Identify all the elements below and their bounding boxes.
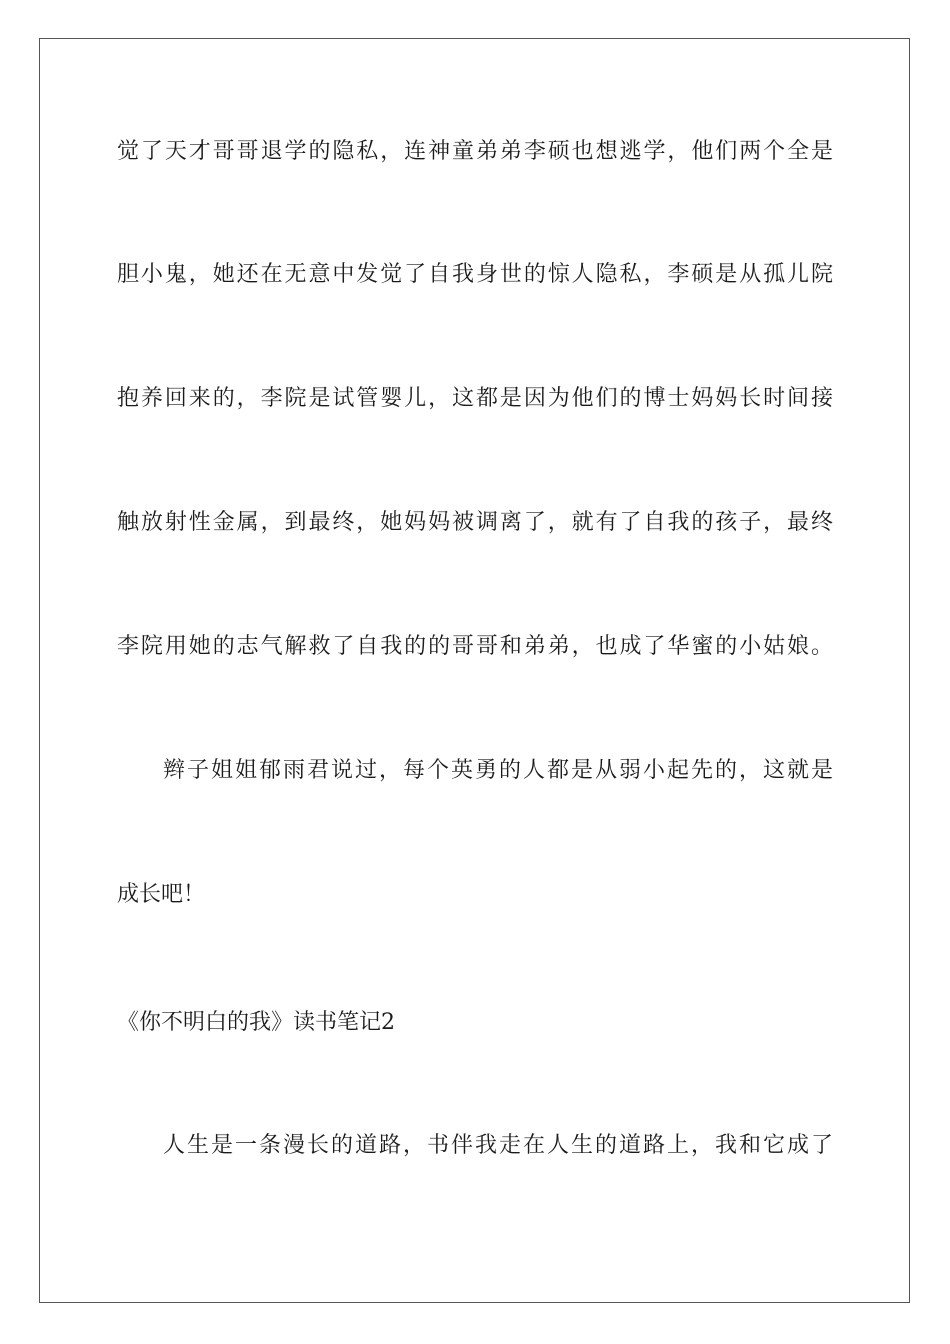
paragraph-line: 成长吧！	[117, 882, 206, 907]
paragraph-line: 胆小鬼，她还在无意中发觉了自我身世的惊人隐私，李硕是从孤儿院	[117, 262, 833, 287]
paragraph-line: 辫子姐姐郁雨君说过，每个英勇的人都是从弱小起先的，这就是	[163, 758, 833, 783]
paragraph-line: 触放射性金属，到最终，她妈妈被调离了，就有了自我的孩子，最终	[117, 510, 833, 535]
paragraph-line: 人生是一条漫长的道路，书伴我走在人生的道路上，我和它成了	[163, 1133, 833, 1158]
section-title: 《你不明白的我》读书笔记2	[117, 1010, 395, 1035]
paragraph-line: 李院用她的志气解救了自我的的哥哥和弟弟，也成了华蜜的小姑娘。	[117, 634, 833, 659]
paragraph-line: 觉了天才哥哥退学的隐私，连神童弟弟李硕也想逃学，他们两个全是	[117, 139, 833, 164]
page-border	[39, 38, 910, 1303]
paragraph-line: 抱养回来的，李院是试管婴儿，这都是因为他们的博士妈妈长时间接	[117, 386, 833, 411]
